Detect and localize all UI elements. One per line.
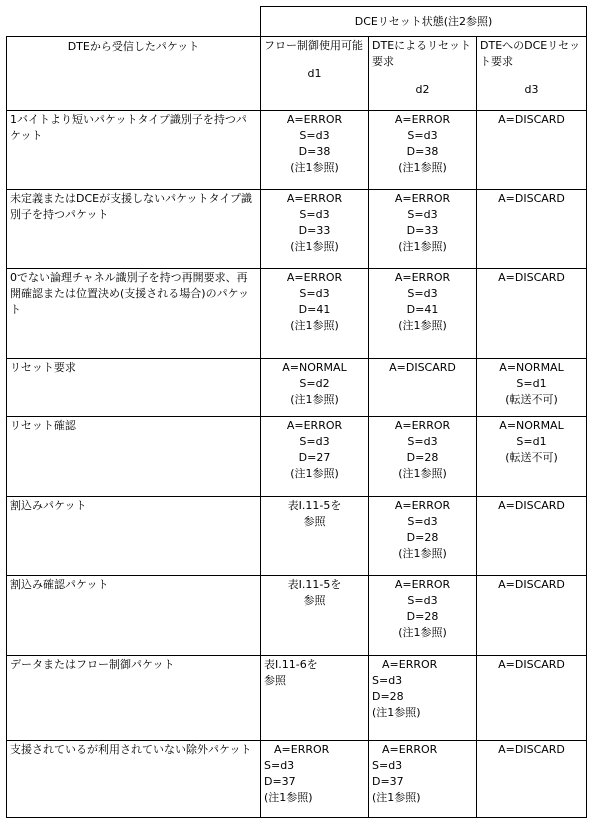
- state-cell-line: (注1参照): [398, 161, 447, 174]
- packet-type-cell: [7, 417, 261, 497]
- state-cell-d3: [477, 656, 587, 741]
- state-cell-d2: [369, 111, 477, 190]
- table-row: [7, 111, 587, 190]
- state-cell-line: D=28: [406, 451, 439, 464]
- state-cell-line: A=NORMAL: [282, 361, 347, 374]
- state-cell-d1: [261, 269, 369, 359]
- state-cell-line: D=28: [372, 690, 404, 703]
- state-cell-line: S=d1: [516, 377, 547, 390]
- state-cell-line: A=ERROR: [394, 578, 451, 591]
- state-cell-line: D=41: [298, 303, 331, 316]
- state-cell-line: A=ERROR: [286, 271, 343, 284]
- packet-type-label: 割込みパケット: [10, 499, 87, 512]
- state-cell-d1: [261, 359, 369, 417]
- state-cell-d1: [261, 741, 369, 818]
- state-cell-line: (注1参照): [372, 706, 421, 719]
- state-cell-d2: [369, 269, 477, 359]
- state-cell-line: 参照: [303, 515, 326, 528]
- state-cell-line: (注1参照): [398, 467, 447, 480]
- packet-type-cell: [7, 656, 261, 741]
- table-row: [7, 359, 587, 417]
- packet-type-cell: [7, 497, 261, 576]
- state-cell-line: A=ERROR: [394, 499, 451, 512]
- state-cell-line: (注1参照): [290, 240, 339, 253]
- state-cell-line: D=27: [298, 451, 331, 464]
- packet-type-label: リセット要求: [10, 361, 76, 374]
- state-cell-line: A=DISCARD: [498, 658, 565, 671]
- state-cell-d1: [261, 656, 369, 741]
- state-cell-d1: [261, 190, 369, 269]
- state-cell-line: D=37: [264, 775, 296, 788]
- state-cell-d1: [261, 417, 369, 497]
- state-cell-line: A=NORMAL: [499, 419, 564, 432]
- state-cell-line: S=d3: [372, 759, 403, 772]
- state-cell-line: D=38: [406, 145, 439, 158]
- state-cell-line: D=28: [406, 610, 439, 623]
- state-cell-d3: [477, 417, 587, 497]
- state-cell-line: 表I.11-6を: [264, 658, 318, 671]
- state-cell-line: S=d2: [299, 377, 330, 390]
- state-cell-line: S=d3: [372, 674, 403, 687]
- state-cell-line: S=d3: [299, 208, 330, 221]
- state-cell-line: A=ERROR: [286, 192, 343, 205]
- state-cell-line: A=ERROR: [286, 113, 343, 126]
- state-cell-line: (注1参照): [372, 791, 421, 804]
- state-cell-line: S=d3: [407, 515, 438, 528]
- state-cell-line: D=28: [406, 531, 439, 544]
- state-cell-line: A=DISCARD: [498, 578, 565, 591]
- state-cell-line: (注1参照): [290, 319, 339, 332]
- table-row: [7, 269, 587, 359]
- state-cell-line: S=d3: [264, 759, 295, 772]
- state-cell-line: A=ERROR: [394, 192, 451, 205]
- state-cell-line: 表I.11-5を: [287, 578, 342, 591]
- col-d1-header: フロー制御使用可能 d1: [261, 37, 369, 111]
- state-cell-d3: [477, 111, 587, 190]
- state-cell-line: S=d3: [299, 129, 330, 142]
- state-cell-line: A=ERROR: [382, 658, 438, 671]
- table-row: [7, 190, 587, 269]
- state-cell-line: S=d3: [407, 435, 438, 448]
- state-cell-line: A=ERROR: [394, 271, 451, 284]
- state-cell-d1: [261, 576, 369, 656]
- packet-type-cell: [7, 269, 261, 359]
- state-cell-line: A=DISCARD: [498, 192, 565, 205]
- packet-type-label: 未定義またはDCEが支援しないパケットタイプ識別子を持つパケット: [10, 192, 252, 221]
- state-cell-line: A=DISCARD: [498, 499, 565, 512]
- state-cell-d1: [261, 111, 369, 190]
- state-cell-line: (注1参照): [290, 161, 339, 174]
- packet-type-cell: [7, 576, 261, 656]
- state-cell-line: S=d3: [407, 208, 438, 221]
- state-cell-d2: [369, 576, 477, 656]
- state-cell-d3: [477, 741, 587, 818]
- state-cell-line: S=d3: [407, 594, 438, 607]
- state-cell-d3: [477, 190, 587, 269]
- table-row: [7, 576, 587, 656]
- packet-type-cell: [7, 359, 261, 417]
- state-cell-line: (注1参照): [398, 626, 447, 639]
- dce-reset-state-table: [6, 6, 587, 818]
- state-cell-line: D=37: [372, 775, 404, 788]
- state-cell-line: S=d3: [299, 435, 330, 448]
- packet-type-cell: [7, 111, 261, 190]
- state-cell-line: D=41: [406, 303, 439, 316]
- packet-type-label: 支援されているが利用されていない除外パケット: [10, 743, 252, 756]
- blank-corner: [7, 7, 261, 37]
- state-cell-line: A=ERROR: [274, 743, 330, 756]
- state-cell-line: (注1参照): [290, 467, 339, 480]
- state-cell-line: D=38: [298, 145, 331, 158]
- packet-column-header: DTEから受信したパケット: [7, 37, 261, 111]
- state-cell-line: A=DISCARD: [389, 361, 456, 374]
- state-cell-line: A=ERROR: [382, 743, 438, 756]
- state-cell-line: (注1参照): [398, 547, 447, 560]
- state-cell-line: 参照: [303, 594, 326, 607]
- state-cell-d3: [477, 497, 587, 576]
- state-cell-line: S=d3: [407, 129, 438, 142]
- packet-type-cell: [7, 741, 261, 818]
- state-cell-line: S=d3: [299, 287, 330, 300]
- state-cell-line: (転送不可): [505, 393, 558, 406]
- state-cell-line: A=ERROR: [394, 419, 451, 432]
- state-cell-line: A=DISCARD: [498, 271, 565, 284]
- state-cell-line: 表I.11-5を: [287, 499, 342, 512]
- state-cell-d2: [369, 656, 477, 741]
- state-cell-line: (注1参照): [398, 240, 447, 253]
- table-row: [7, 417, 587, 497]
- state-cell-d3: [477, 576, 587, 656]
- state-cell-d3: [477, 359, 587, 417]
- state-cell-line: 参照: [264, 674, 286, 687]
- state-cell-d2: [369, 190, 477, 269]
- state-cell-line: (転送不可): [505, 451, 558, 464]
- state-cell-line: A=DISCARD: [498, 113, 565, 126]
- state-cell-line: A=NORMAL: [499, 361, 564, 374]
- table-row: [7, 741, 587, 818]
- packet-type-label: 割込み確認パケット: [10, 578, 109, 591]
- state-cell-line: A=ERROR: [286, 419, 343, 432]
- state-cell-line: (注1参照): [398, 319, 447, 332]
- state-cell-line: (注1参照): [290, 393, 339, 406]
- state-cell-d2: [369, 359, 477, 417]
- packet-type-label: 0でない論理チャネル識別子を持つ再開要求、再開確認または位置決め(支援される場合)のパケット: [10, 271, 250, 316]
- table-row: [7, 497, 587, 576]
- state-title: DCEリセット状態(注2参照): [261, 7, 587, 37]
- state-cell-d2: [369, 417, 477, 497]
- col-d2-header: DTEによるリセット要求 d2: [369, 37, 477, 111]
- state-cell-line: D=33: [298, 224, 331, 237]
- state-cell-line: A=DISCARD: [498, 743, 565, 756]
- packet-type-label: データまたはフロー制御パケット: [10, 658, 175, 671]
- col-d3-header: DTEへのDCEリセット要求 d3: [477, 37, 587, 111]
- packet-type-cell: [7, 190, 261, 269]
- state-cell-line: (注1参照): [264, 791, 313, 804]
- state-cell-d3: [477, 269, 587, 359]
- state-cell-line: S=d3: [407, 287, 438, 300]
- packet-type-label: リセット確認: [10, 419, 76, 432]
- state-cell-d2: [369, 497, 477, 576]
- state-cell-d1: [261, 497, 369, 576]
- state-cell-line: D=33: [406, 224, 439, 237]
- state-cell-d2: [369, 741, 477, 818]
- table-row: [7, 656, 587, 741]
- state-cell-line: S=d1: [516, 435, 547, 448]
- packet-type-label: 1バイトより短いパケットタイプ識別子を持つパケット: [10, 113, 247, 142]
- state-cell-line: A=ERROR: [394, 113, 451, 126]
